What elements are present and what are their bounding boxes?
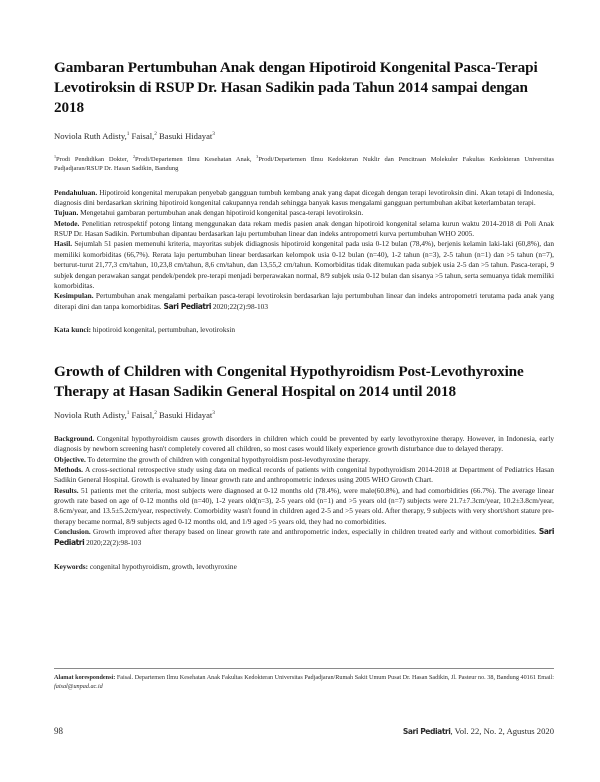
section-label-pendahuluan: Pendahuluan. <box>54 187 98 197</box>
author-affil-marker: 1 <box>126 131 130 138</box>
section-text-hasil: Sejumlah 51 pasien memenuhi kriteria, mayoritas subjek didiagnosis hipotiroid kongenital pada usia 0-12 bulan (78,4%), berjenis kelamin laki-laki (60,8%), dan memiliki komorbiditas (66,7%). Rerata laju pertumbuhan linear berdasarkan kelompok usia 0-12 bulan (n=40), 1-2 tahun (n=3), 2-5 tahun (n=1) dan >5 tahun (n=7), berturut-turut 21,77,3 cm/tahun, 10,23,8 cm/tahun, 8,6 cm/tahun, dan 13,55,2 cm/tahun. Komorbiditas tidak ditemukan pada subjek usia 2-5 dan >5 tahun. Pasca-terapi, 9 subjek dengan perawakan sangat pendek/pendek pre-terapi menjadi berperawakan normal, 8/9 subjek usia 0-12 bulan dan sisanya >5 tahun, serta semuanya tidak memiliki komorbiditas. <box>54 239 554 290</box>
abstract-tujuan <box>54 208 554 218</box>
abstract-pendahuluan <box>54 188 554 209</box>
citation-indonesian: 2020;22(2):98-103 <box>211 301 268 311</box>
journal-logo-text-indonesian: Sari Pediatri <box>163 301 212 311</box>
author-affil-marker: 3 <box>212 410 215 417</box>
citation-english: 2020;22(2):98-103 <box>84 537 142 547</box>
abstract-indonesian <box>54 188 554 313</box>
journal-logo-text-english: Sari Pediatri <box>54 527 554 547</box>
section-text-objective: To determine the growth of children with congenital hypothyroidism post-levothyroxine therapy. <box>85 454 371 464</box>
keywords-indonesian <box>54 325 554 335</box>
section-label-tujuan: Tujuan. <box>54 208 79 218</box>
section-label-hasil: Hasil. <box>54 239 73 249</box>
affil-marker-1: 1 <box>54 153 57 159</box>
section-label-methods: Methods. <box>54 464 83 474</box>
section-text-pendahuluan: Hipotiroid kongenital merupakan penyebab gangguan tumbuh kembang anak yang dapat dicegah dengan terapi levotiroksin dini. Akan tetapi di Indonesia, diagnosis dini berdasarkan skrining hipotiroid kongenital cakupannya rendah sehingga banyak kasus mengalami gangguan pertumbuhan akibat keterlambatan terapi. <box>54 187 554 208</box>
affiliation-block: $^1$Prodi Pendidikan Dokter, $^2$Prodi/Departemen Ilmu Kesehatan Anak, $^3$Prodi/Departemen Ilmu Kedokteran Nuklir dan Pencitraan Molekuler Fakultas Kedokteran Universitas Padjadjaran/RSUP Dr. Hasan Sadikin, Bandung <box>54 153 555 173</box>
author-affil-marker: 3 <box>212 131 215 138</box>
footer-journal-info <box>403 726 554 736</box>
section-text-tujuan: Mengetahui gambaran pertumbuhan anak dengan hipotiroid kongenital pasca-terapi levotiroksin. <box>78 208 364 218</box>
section-divider-spacer <box>54 336 554 362</box>
abstract-conclusion <box>54 527 554 549</box>
keywords-text-indonesian: hipotiroid kongenital, pertumbuhan, levotiroksin <box>91 325 235 335</box>
section-text-metode: Penelitian retrospektif potong lintang menggunakan data rekam medis pasien anak dengan hipotiroid kongenital selama kurun waktu 2014-2018 di Poli Anak RSUP Dr. Hasan Sadikin. Pertumbuhan dipantau berdasarkan laju pertumbuhan linear dan indeks antropometri kurva pertumbuhan WHO 2005. <box>54 218 554 239</box>
page-footer <box>54 726 554 736</box>
abstract-english <box>54 434 554 549</box>
abstract-background <box>54 434 554 455</box>
abstract-kesimpulan <box>54 291 554 312</box>
footer-divider-rule <box>54 668 554 669</box>
section-label-results: Results. <box>54 485 79 495</box>
journal-logo-text-footer: Sari Pediatri <box>402 727 451 736</box>
issue-info: , Vol. 22, No. 2, Agustus 2020 <box>450 726 554 736</box>
keywords-english <box>54 562 554 572</box>
abstract-hasil <box>54 239 554 291</box>
affil-marker-3: 3 <box>256 153 259 159</box>
author-names-english: Noviola Ruth Adisty,$^1$ Faisal,$^2$ Basuki Hidayat$^3$ <box>54 410 215 421</box>
keywords-label-english: Keywords: <box>54 561 89 571</box>
page-number: 98 <box>54 726 63 736</box>
keywords-text-english: congenital hypothyroidism, growth, levothyroxine <box>88 561 237 571</box>
correspondence-label: Alamat korespondensi: <box>54 674 116 681</box>
correspondence-block <box>54 673 554 692</box>
section-label-background: Background. <box>54 433 95 443</box>
correspondence-text: Faisal. Departemen Ilmu Kesehatan Anak Fakultas Kedokteran Universitas Padjadjaran/Rumah Sakit Umum Pusat Dr. Hasan Sadikin, Jl. Pasteur no. 38, Bandung 40161 Email: <box>115 674 554 681</box>
abstract-methods <box>54 465 554 486</box>
abstract-objective <box>54 455 554 465</box>
author-affil-marker: 1 <box>126 410 130 417</box>
section-text-kesimpulan: Pertumbuhan anak mengalami perbaikan pasca-terapi levotiroksin berdasarkan laju pertumbuhan linear dan indeks antropometri terutama pada anak yang diterapi dini dan tanpa komorbiditas. <box>54 291 554 311</box>
keywords-label-indonesian: Kata kunci: <box>54 325 92 335</box>
correspondence-email[interactable]: faisal@unpad.ac.id <box>54 683 103 691</box>
author-affil-marker: 2 <box>154 131 157 138</box>
abstract-results <box>54 486 554 527</box>
author-list-english <box>54 410 554 422</box>
section-label-conclusion: Conclusion. <box>54 527 91 537</box>
section-label-metode: Metode. <box>54 218 80 228</box>
author-list-indonesian <box>54 131 554 143</box>
section-text-methods: A cross-sectional retrospective study using data on medical records of patients with congenital hypothyroidism 2014-2018 at Department of Pediatrics Hasan Sadikin General Hospital. Growth is evaluated by linear growth rate and anthropometric indexes using 2005 WHO Growth Chart. <box>54 464 554 485</box>
section-label-kesimpulan: Kesimpulan. <box>54 291 94 301</box>
author-affil-marker: 2 <box>154 410 157 417</box>
section-text-background: Congenital hypothyroidism causes growth disorders in children which could be prevented by early levothyroxine therapy. However, in Indonesia, early diagnosis by newborn screening hasn't completely covered all children, so most cases would likely experience growth disturbance due to delayed therapy. <box>54 433 554 454</box>
section-label-objective: Objective. <box>54 454 86 464</box>
page-title-english: Growth of Children with Congenital Hypothyroidism Post-Levothyroxine Therapy at Hasan Sadikin General Hospital on 2014 until 2018 <box>54 362 524 400</box>
page-title-indonesian: Gambaran Pertumbuhan Anak dengan Hipotiroid Kongenital Pasca-Terapi Levotiroksin di RSUP Dr. Hasan Sadikin pada Tahun 2014 sampai dengan 2018 <box>54 59 538 116</box>
affil-marker-2: 2 <box>132 153 135 159</box>
section-text-results: 51 patients met the criteria, most subjects were diagnosed at 0-12 months old (78.4%), were male(60.8%), and had comorbidities (66.7%). The average linear growth rate based on age of 0-12 months old (n=40), 1-2 years old(n=3), 2-5 years old (n=1) and >5 years old (n=7) subjects were 21.7±7.3cm/year, 10.2±3.8cm/year, 8.6cm/year, and 13.5±5.2cm/year, respectively. Comorbidity wasn't found in children aged 2-5 and >5 years old. After therapy, 9 subjects with very short/short stature pre-therapy became normal, 8/9 subjects aged 0-12 months old, and 1/9 aged >5 years old, they had no comorbidities. <box>54 485 554 526</box>
section-text-conclusion: Growth improved after therapy based on linear growth rate and anthropometric index, especially in children treated early and without comorbidities. <box>90 527 539 537</box>
author-names-indonesian: Noviola Ruth Adisty,$^1$ Faisal,$^2$ Basuki Hidayat$^3$ <box>54 131 215 142</box>
abstract-metode <box>54 219 554 240</box>
